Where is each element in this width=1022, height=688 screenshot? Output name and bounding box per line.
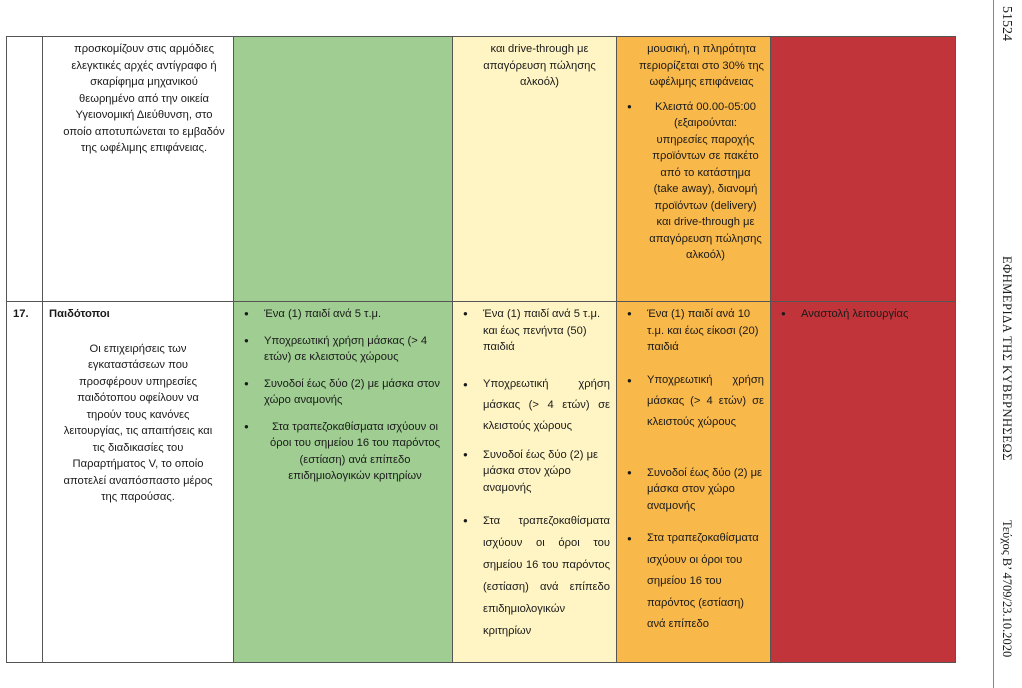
description-text: προσκομίζουν στις αρμόδιες ελεγκτικές αρχές αντίγραφο ή σκαρίφημα μηχανικού θεωρημένο από την οικεία Υγειονομική Διεύθυνση, στο οποίο αποτυπώνεται το εμβαδόν της ωφέλιμης επιφάνειας. (63, 43, 225, 154)
list-item: ● Υποχρεωτική χρήση μάσκας (> 4 ετών) σε κλειστούς χώρους (240, 333, 446, 366)
measures-table (6, 36, 956, 663)
list-item: ● Στα τραπεζοκαθίσματα ισχύουν οι όροι του σημείου 16 του παρόντος (εστίαση) ανά επίπεδο επιδημιολογικών κριτηρίων (459, 510, 610, 642)
list-item: ● Ένα (1) παιδί ανά 10 τ.μ. και έως είκοσι (20) παιδιά (623, 306, 764, 356)
list-item: ● Συνοδοί έως δύο (2) με μάσκα στον χώρο αναμονής (240, 376, 446, 409)
page-number: 51524 (999, 6, 1014, 41)
list-item: ● Υποχρεωτική χρήση μάσκας (> 4 ετών) σε κλειστούς χώρους (459, 374, 610, 437)
red-level-cell (771, 302, 956, 663)
yellow-level-cell (453, 302, 617, 663)
list-item: ● Συνοδοί έως δύο (2) με μάσκα στον χώρο αναμονής (623, 465, 764, 515)
gazette-title: ΕΦΗΜΕΡΙΔΑ ΤΗΣ ΚΥΒΕΡΝΗΣΕΩΣ (1000, 256, 1014, 462)
description-text: Οι επιχειρήσεις των εγκαταστάσεων που προσφέρουν υπηρεσίες παιδότοπου οφείλουν να τηρούν τους κανόνες λειτουργίας, τις απαιτήσεις και τις διαδικασίες του Παραρτήματος V, το οποίο αποτελεί αναπόσπαστο μέρος της παρούσας. (63, 342, 213, 503)
green-level-cell (234, 37, 453, 302)
orange-continued-text: μουσική, η πληρότητα περιορίζεται στο 30% της ωφέλιμης επιφάνειας (639, 43, 764, 88)
red-level-cell (771, 37, 956, 302)
list-item: ● Κλειστά 00.00-05:00 (εξαιρούνται: υπηρεσίες παροχής προϊόντων σε πακέτο από το κατάστημα (take away), διανομή προϊόντων (delivery) και drive-through με απαγόρευση πώλησης αλκοόλ) (623, 99, 764, 264)
table-row (7, 37, 956, 302)
description-cell (43, 302, 234, 663)
orange-level-cell (617, 302, 771, 663)
description-cell (43, 37, 234, 302)
issue-reference: Τεύχος Β’ 4709/23.10.2020 (1000, 520, 1014, 658)
list-item: ● Αναστολή λειτουργίας (777, 306, 949, 323)
row-number-cell (7, 37, 43, 302)
green-measures-list (240, 306, 446, 485)
row-number-cell (7, 302, 43, 663)
yellow-measures-list (459, 306, 610, 642)
orange-measures-list (623, 306, 764, 636)
table-row (7, 302, 956, 663)
list-item: ● Συνοδοί έως δύο (2) με μάσκα στον χώρο αναμονής (459, 447, 610, 497)
sidebar-divider (993, 0, 994, 688)
green-level-cell (234, 302, 453, 663)
list-item: ● Ένα (1) παιδί ανά 5 τ.μ. (240, 306, 446, 323)
orange-level-cell (617, 37, 771, 302)
yellow-continued-text: και drive-through με απαγόρευση πώλησης αλκοόλ) (483, 43, 596, 88)
orange-measures-list (623, 99, 764, 264)
row-number: 17. (13, 308, 29, 320)
yellow-level-cell (453, 37, 617, 302)
row-title: Παιδότοποι (49, 308, 110, 320)
list-item: ● Υποχρεωτική χρήση μάσκας (> 4 ετών) σε κλειστούς χώρους (623, 370, 764, 433)
list-item: ● Ένα (1) παιδί ανά 5 τ.μ. και έως πενήντα (50) παιδιά (459, 306, 610, 356)
red-measures-list (777, 306, 949, 323)
list-item: ● Στα τραπεζοκαθίσματα ισχύουν οι όροι του σημείου 16 του παρόντος (εστίαση) ανά επίπεδο (623, 528, 764, 636)
list-item: ● Στα τραπεζοκαθίσματα ισχύουν οι όροι του σημείου 16 του παρόντος (εστίαση) ανά επίπεδο επιδημιολογικών κριτηρίων (240, 419, 446, 485)
